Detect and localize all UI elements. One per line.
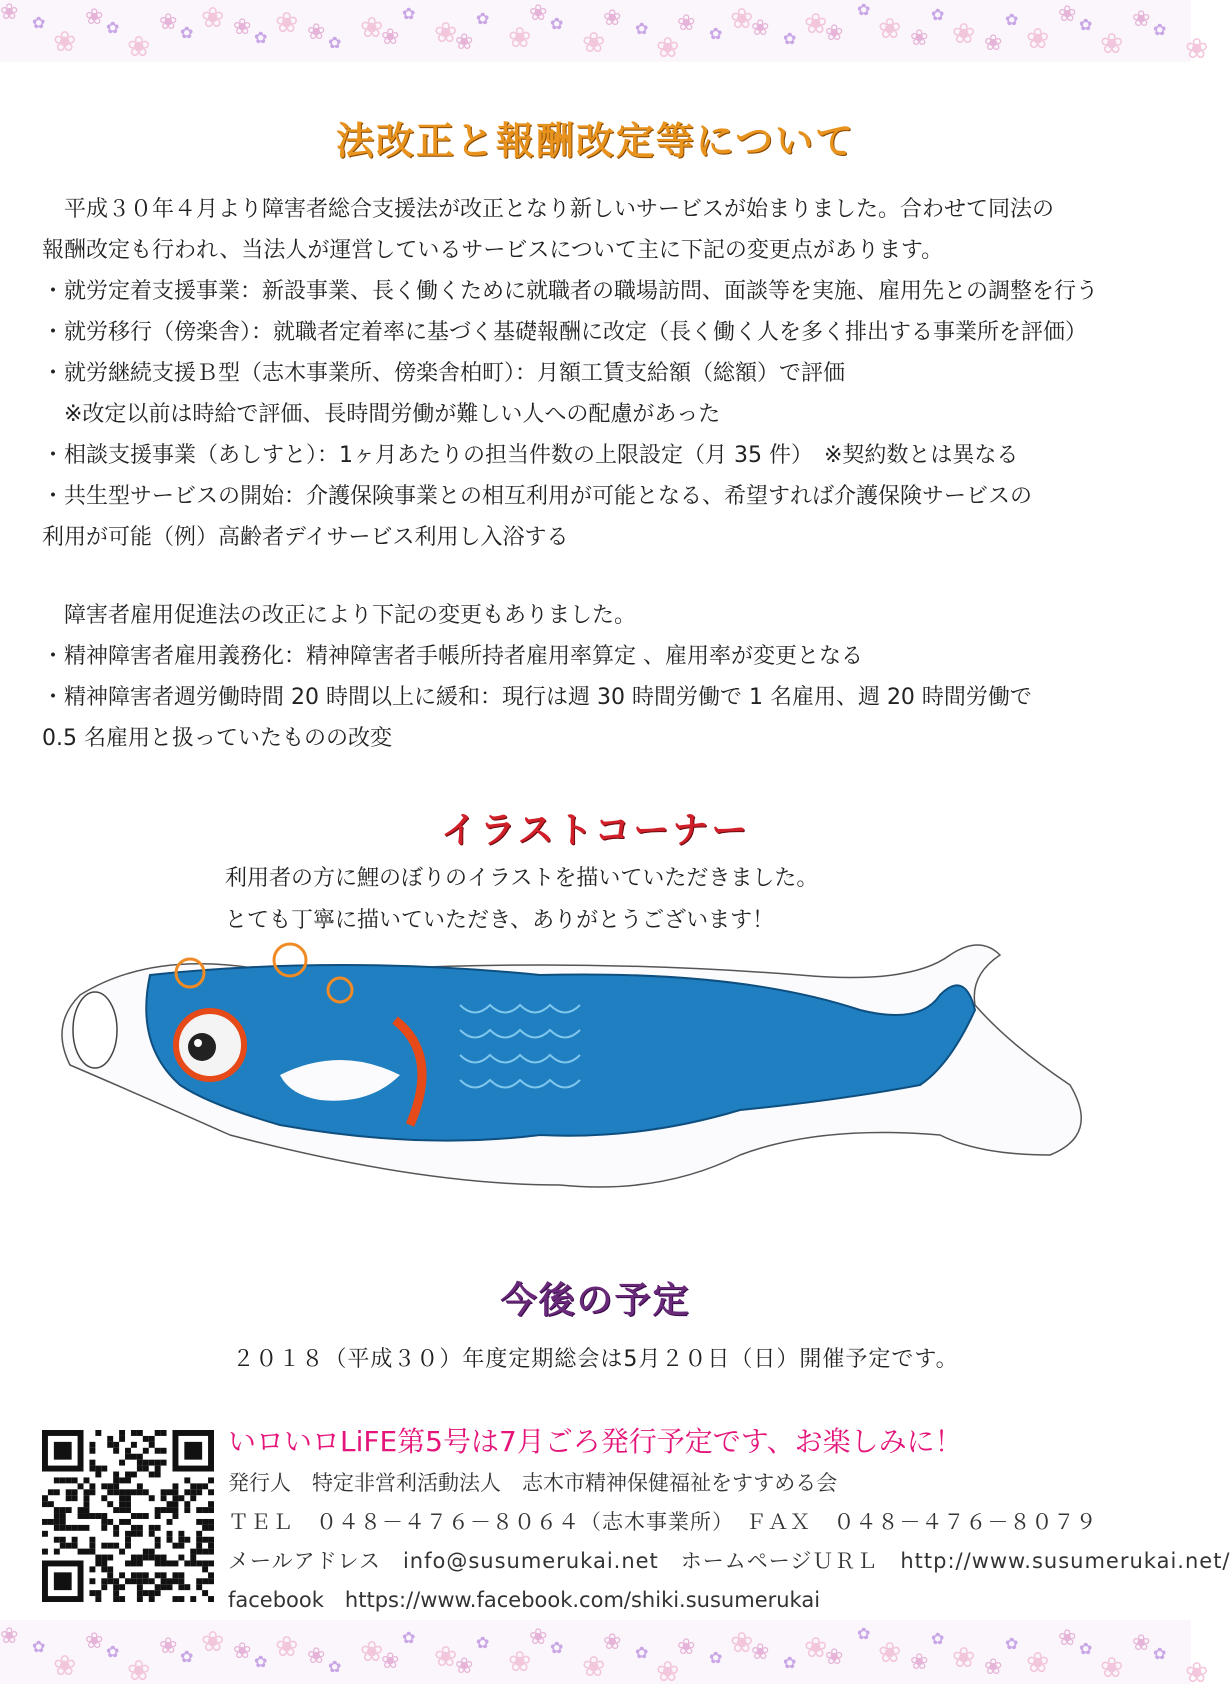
flower-icon: ❀ bbox=[825, 21, 844, 46]
flower-icon: ❀ bbox=[529, 1625, 548, 1650]
flower-icon: ✿ bbox=[857, 0, 871, 19]
flower-icon: ✿ bbox=[32, 13, 46, 32]
floral-border-top bbox=[0, 0, 1209, 65]
flower-icon: ❀ bbox=[1058, 1626, 1077, 1651]
paragraph-line: ・精神障害者週労働時間 20 時間以上に緩和：現行は週 30 時間労働で 1 名雇用、週 20 時間労働で bbox=[42, 685, 1032, 710]
flower-icon: ✿ bbox=[1005, 1634, 1019, 1653]
flower-icon: ❀ bbox=[1026, 1646, 1050, 1679]
email-url-text[interactable]: メールアドレス info@susumerukai.net ホームページＵＲＬ http://www.susumerukai.net/ bbox=[228, 1549, 1231, 1573]
flower-icon: ❀ bbox=[656, 1655, 680, 1688]
paragraph-line: 報酬改定も行われ、当法人が運営しているサービスについて主に下記の変更点があります。 bbox=[42, 238, 944, 263]
flower-icon: ✿ bbox=[931, 5, 945, 24]
flower-icon: ❀ bbox=[233, 15, 252, 40]
flower-icon: ✿ bbox=[402, 1628, 416, 1647]
flower-icon: ❀ bbox=[1058, 2, 1077, 27]
flower-icon: ❀ bbox=[455, 30, 474, 55]
flower-icon: ❀ bbox=[233, 1639, 252, 1664]
illustration-caption bbox=[225, 858, 818, 942]
flower-icon: ❀ bbox=[307, 20, 326, 45]
footer bbox=[228, 1420, 1231, 1620]
flower-icon: ❀ bbox=[1185, 1656, 1209, 1689]
flower-icon: ✿ bbox=[783, 29, 797, 48]
flower-icon: ❀ bbox=[878, 12, 902, 45]
flower-icon: ❀ bbox=[508, 1645, 532, 1678]
paragraph-line: 平成３０年４月より障害者総合支援法が改正となり新しいサービスが始まりました。合わせて同法の bbox=[42, 197, 1055, 222]
paragraph-line: ・就労移行（傍楽舎）：就職者定着率に基づく基礎報酬に改定（長く働く人を多く排出する事業所を評価） bbox=[42, 320, 1088, 345]
flower-icon: ✿ bbox=[709, 1648, 723, 1667]
flower-icon: ❀ bbox=[603, 6, 622, 31]
flower-icon: ❀ bbox=[656, 31, 680, 64]
flower-icon: ✿ bbox=[254, 1652, 268, 1671]
flower-icon: ❀ bbox=[984, 1655, 1003, 1680]
section-law-revision bbox=[42, 189, 1152, 558]
flower-icon: ✿ bbox=[1079, 1639, 1093, 1658]
flower-icon: ❀ bbox=[529, 1, 548, 26]
flower-icon: ❀ bbox=[751, 16, 770, 41]
flower-icon: ❀ bbox=[582, 26, 606, 59]
flower-icon: ❀ bbox=[1132, 1631, 1151, 1656]
flower-icon: ✿ bbox=[476, 9, 490, 28]
flower-icon: ❀ bbox=[85, 1629, 104, 1654]
flower-icon: ❀ bbox=[85, 5, 104, 30]
flower-icon: ❀ bbox=[201, 1625, 225, 1658]
flower-icon: ❀ bbox=[1100, 1651, 1124, 1684]
flower-icon: ❀ bbox=[582, 1650, 606, 1683]
flower-icon: ✿ bbox=[1079, 15, 1093, 34]
flower-icon: ❀ bbox=[508, 21, 532, 54]
flower-icon: ✿ bbox=[180, 23, 194, 42]
flower-icon: ❀ bbox=[730, 1626, 754, 1659]
flower-icon: ❀ bbox=[360, 1635, 384, 1668]
flower-icon: ✿ bbox=[476, 1633, 490, 1652]
paragraph-line: ・共生型サービスの開始：介護保険事業との相互利用が可能となる、希望すれば介護保険サービスの bbox=[42, 484, 1033, 509]
flower-icon: ❀ bbox=[455, 1654, 474, 1679]
flower-icon: ❀ bbox=[910, 1650, 929, 1675]
schedule-text: ２０１８（平成３０）年度定期総会は5月２０日（日）開催予定です。 bbox=[232, 1347, 959, 1372]
flower-icon: ❀ bbox=[825, 1645, 844, 1670]
flower-icon: ❀ bbox=[1132, 7, 1151, 32]
flower-icon: ❀ bbox=[984, 31, 1003, 56]
publisher-text: 発行人 特定非営利活動法人 志木市精神保健福祉をすすめる会 bbox=[228, 1471, 838, 1495]
paragraph-line: 利用が可能（例）高齢者デイサービス利用し入浴する bbox=[42, 525, 569, 550]
illustration-corner-title: イラストコーナー bbox=[440, 810, 751, 851]
flower-icon: ❀ bbox=[127, 30, 151, 63]
flower-icon: ✿ bbox=[550, 1638, 564, 1657]
flower-icon: ❀ bbox=[0, 1624, 19, 1649]
schedule-title: 今後の予定 bbox=[500, 1280, 691, 1321]
flower-icon: ❀ bbox=[201, 1, 225, 34]
illustration-caption-line: とても丁寧に描いていただき、ありがとうございます！ bbox=[225, 908, 775, 933]
flower-icon: ✿ bbox=[550, 14, 564, 33]
flower-icon: ❀ bbox=[1026, 22, 1050, 55]
paragraph-line: 障害者雇用促進法の改正により下記の変更もありました。 bbox=[42, 603, 637, 628]
paragraph-line: ・精神障害者雇用義務化：精神障害者手帳所持者雇用率算定 、雇用率が変更となる bbox=[42, 644, 863, 669]
flower-icon: ✿ bbox=[709, 24, 723, 43]
flower-icon: ❀ bbox=[159, 10, 178, 35]
paragraph-line: ・就労継続支援Ｂ型（志木事業所、傍楽舎柏町）：月額工賃支給額（総額）で評価 bbox=[42, 361, 846, 386]
flower-icon: ❀ bbox=[804, 1631, 828, 1664]
tel-fax-text: ＴＥＬ ０４８－４７６－８０６４（志木事業所） ＦＡＸ ０４８－４７６－８０７９ bbox=[228, 1510, 1098, 1534]
flower-icon: ❀ bbox=[730, 2, 754, 35]
flower-icon: ❀ bbox=[878, 1636, 902, 1669]
flower-icon: ❀ bbox=[159, 1634, 178, 1659]
flower-icon: ❀ bbox=[751, 1640, 770, 1665]
flower-icon: ❀ bbox=[434, 1640, 458, 1673]
flower-icon: ❀ bbox=[381, 25, 400, 50]
flower-icon: ❀ bbox=[952, 1641, 976, 1674]
flower-icon: ✿ bbox=[106, 1642, 120, 1661]
flower-icon: ❀ bbox=[677, 1635, 696, 1660]
flower-icon: ✿ bbox=[635, 19, 649, 38]
flower-icon: ❀ bbox=[910, 26, 929, 51]
flower-icon: ❀ bbox=[127, 1654, 151, 1687]
flower-icon: ✿ bbox=[635, 1643, 649, 1662]
flower-icon: ❀ bbox=[360, 11, 384, 44]
paragraph-line: ・相談支援事業（あしすと）：1ヶ月あたりの担当件数の上限設定（月 35 件） ※契約数とは異なる bbox=[42, 443, 1019, 468]
illustration-caption-line: 利用者の方に鯉のぼりのイラストを描いていただきました。 bbox=[225, 866, 819, 891]
paragraph-line: ・就労定着支援事業：新設事業、長く働くために就職者の職場訪問、面談等を実施、雇用先との調整を行う bbox=[42, 279, 1099, 304]
flower-icon: ❀ bbox=[952, 17, 976, 50]
flower-icon: ✿ bbox=[1005, 10, 1019, 29]
floral-border-bottom bbox=[0, 1620, 1209, 1689]
page-title: 法改正と報酬改定等について bbox=[335, 119, 856, 163]
flower-icon: ✿ bbox=[783, 1653, 797, 1672]
facebook-link[interactable]: facebook https://www.facebook.com/shiki.susumerukai bbox=[228, 1588, 821, 1612]
flower-icon: ❀ bbox=[0, 0, 19, 25]
flower-icon: ❀ bbox=[1100, 27, 1124, 60]
flower-icon: ✿ bbox=[328, 1657, 342, 1676]
flower-icon: ❀ bbox=[275, 1630, 299, 1663]
flower-icon: ✿ bbox=[1153, 20, 1167, 39]
flower-icon: ❀ bbox=[53, 1649, 77, 1682]
flower-icon: ❀ bbox=[307, 1644, 326, 1669]
flower-icon: ❀ bbox=[275, 6, 299, 39]
flower-icon: ❀ bbox=[804, 7, 828, 40]
qr-code bbox=[42, 1430, 214, 1602]
flower-icon: ❀ bbox=[53, 25, 77, 58]
flower-icon: ✿ bbox=[254, 28, 268, 47]
paragraph-line: ※改定以前は時給で評価、長時間労働が難しい人への配慮があった bbox=[42, 402, 721, 427]
flower-icon: ✿ bbox=[931, 1629, 945, 1648]
next-issue-announcement: いロいロLiFE第5号は7月ごろ発行予定です、お楽しみに！ bbox=[228, 1425, 963, 1458]
flower-icon: ✿ bbox=[402, 4, 416, 23]
flower-icon: ✿ bbox=[32, 1637, 46, 1656]
flower-icon: ❀ bbox=[381, 1649, 400, 1674]
flower-icon: ❀ bbox=[1185, 32, 1209, 65]
flower-icon: ✿ bbox=[857, 1624, 871, 1643]
flower-icon: ✿ bbox=[1153, 1644, 1167, 1663]
flower-icon: ❀ bbox=[603, 1630, 622, 1655]
section-employment-law bbox=[42, 595, 1152, 759]
flower-icon: ❀ bbox=[434, 16, 458, 49]
flower-icon: ✿ bbox=[106, 18, 120, 37]
flower-icon: ✿ bbox=[328, 33, 342, 52]
flower-icon: ❀ bbox=[677, 11, 696, 36]
flower-icon: ✿ bbox=[180, 1647, 194, 1666]
paragraph-line: 0.5 名雇用と扱っていたものの改変 bbox=[42, 726, 392, 751]
koinobori-illustration bbox=[40, 935, 1140, 1205]
